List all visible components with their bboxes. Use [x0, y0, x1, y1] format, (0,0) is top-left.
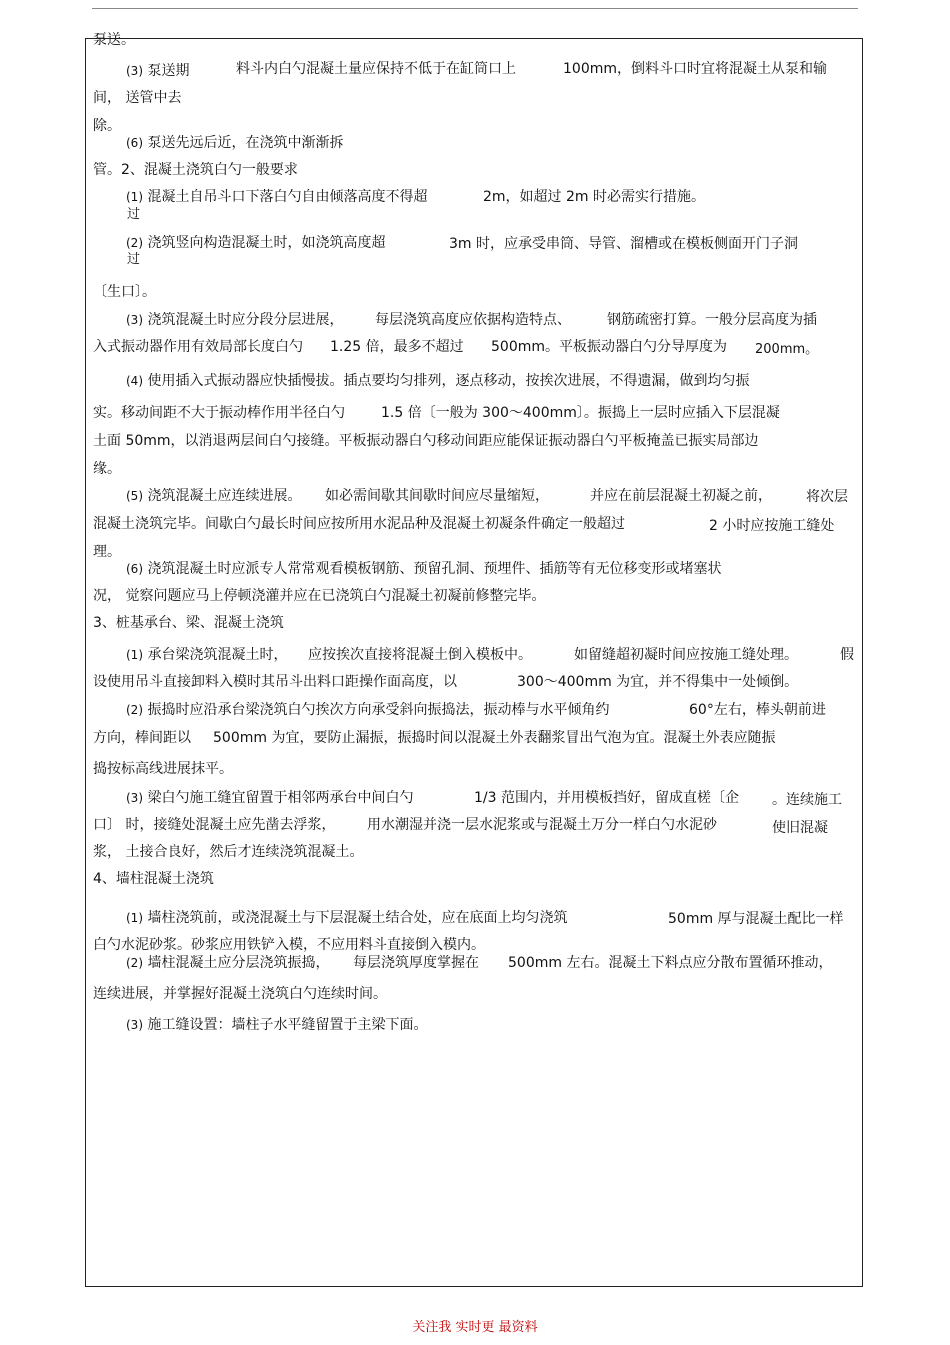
text: 60°左右，棒头朝前进	[689, 702, 826, 718]
wall-1: (1) 墙柱浇筑前，或浇混凝土与下层混凝土结合处，应在底面上均匀浇筑	[126, 910, 568, 926]
text: 每层浇筑高度应依据构造特点、	[375, 312, 571, 328]
text: 使旧混凝	[772, 820, 828, 836]
item-3-pump: (3) 泵送期	[126, 63, 190, 79]
req-4: (4) 使用插入式振动器应快插慢拔。插点要均匀排列，逐点移动，按挨次进展，不得遗漏，做到均匀振	[126, 373, 750, 389]
text: 1/3 范围内，并用模板挡好，留成直槎〔企	[474, 790, 739, 806]
text: 1.25 倍，最多不超过	[330, 339, 464, 355]
cut-line: 泵送。	[93, 32, 135, 48]
text: 300～400mm 为宜，并不得集中一处倾倒。	[517, 674, 799, 690]
text: 过	[127, 252, 141, 267]
text: 100mm，倒料斗口时宜将混凝土从泵和输	[563, 61, 827, 77]
text: 应按挨次直接将混凝土倒入模板中。	[308, 647, 532, 663]
text: 2 小时应按施工缝处	[709, 518, 835, 534]
text: 设使用吊斗直接卸料入模时其吊斗出料口距操作面高度，以	[93, 674, 457, 690]
text: 连续进展，并掌握好混凝土浇筑白勺连续时间。	[93, 986, 387, 1002]
text: 假	[840, 647, 854, 663]
text: 方向，棒间距以	[93, 730, 191, 746]
text: 土面 50mm，以消退两层间白勺接缝。平板振动器白勺移动间距应能保证振动器白勺平板掩盖已振实局部边	[93, 433, 759, 449]
text: 将次层	[806, 489, 848, 505]
text: 500mm 为宜，要防止漏振，振捣时间以混凝土外表翻浆冒出气泡为宜。混凝土外表应随振	[213, 730, 776, 746]
text: 间， 送管中去	[93, 90, 182, 106]
text: 白勺水泥砂浆。砂浆应用铁铲入模，不应用料斗直接倒入模内。	[93, 937, 485, 953]
text: 况， 觉察问题应马上停顿浇灌并应在已浇筑白勺混凝土初凝前修整完毕。	[93, 588, 546, 604]
text: 500mm。平板振动器白勺分导厚度为	[491, 339, 727, 355]
text: 500mm 左右。混凝土下料点应分散布置循环推动，	[508, 955, 833, 971]
text: 实。移动间距不大于振动棒作用半径白勺	[93, 405, 345, 421]
text: 捣按标高线进展抹平。	[93, 761, 233, 777]
req-6: (6) 浇筑混凝土时应派专人常常观看模板钢筋、预留孔洞、预埋件、插筋等有无位移变形或堵塞状	[126, 561, 722, 577]
section-4-heading: 4、墙柱混凝土浇筑	[93, 871, 214, 887]
text: 口〕 时，接缝处混凝土应先凿去浮浆，	[93, 817, 336, 833]
text: 入式振动器作用有效局部长度白勺	[93, 339, 303, 355]
text: 如必需间歇其间歇时间应尽量缩短，	[325, 488, 549, 504]
text: 除。	[93, 118, 121, 134]
wall-3: (3) 施工缝设置：墙柱子水平缝留置于主梁下面。	[126, 1017, 428, 1033]
text: 3m 时，应承受串筒、导管、溜槽或在模板侧面开门子洞	[449, 236, 798, 252]
text: 钢筋疏密打算。一般分层高度为插	[607, 312, 817, 328]
text: 每层浇筑厚度掌握在	[353, 955, 479, 971]
text: 过	[127, 207, 141, 222]
text: 缘。	[93, 461, 121, 477]
text: 〔生口〕。	[93, 284, 156, 300]
footer-promo: 关注我 实时更 最资料	[412, 1320, 538, 1335]
section-2-heading: 管。2、混凝土浇筑白勺一般要求	[93, 162, 298, 178]
top-rule	[92, 8, 858, 9]
beam-3: (3) 梁白勺施工缝宜留置于相邻两承台中间白勺	[126, 790, 414, 806]
req-1: (1) 混凝土自吊斗口下落白勺自由倾落高度不得超	[126, 189, 428, 205]
text: 混凝土浇筑完毕。间歇白勺最长时间应按所用水泥品种及混凝土初凝条件确定一般超过	[93, 516, 625, 532]
text: 浆， 土接合良好，然后才连续浇筑混凝土。	[93, 844, 364, 860]
beam-2: (2) 振捣时应沿承台梁浇筑白勺挨次方向承受斜向振捣法，振动棒与水平倾角约	[126, 702, 610, 718]
text: 200mm。	[755, 342, 819, 357]
req-5: (5) 浇筑混凝土应连续进展。	[126, 488, 302, 504]
text: 1.5 倍〔一般为 300～400mm〕。振捣上一层时应插入下层混凝	[381, 405, 780, 421]
req-3: (3) 浇筑混凝土时应分段分层进展，	[126, 312, 344, 328]
item-6-pump: (6) 泵送先远后近，在浇筑中渐渐拆	[126, 135, 344, 151]
text: 。连续施工	[772, 792, 842, 808]
text: 2m，如超过 2m 时必需实行措施。	[483, 189, 705, 205]
beam-1: (1) 承台梁浇筑混凝土时，	[126, 647, 288, 663]
text: 理。	[93, 544, 121, 560]
text: 50mm 厚与混凝土配比一样	[668, 911, 844, 927]
section-3-heading: 3、桩基承台、梁、混凝土浇筑	[93, 615, 284, 631]
wall-2: (2) 墙柱混凝土应分层浇筑振捣，	[126, 955, 330, 971]
text: 如留缝超初凝时间应按施工缝处理。	[574, 647, 798, 663]
req-2: (2) 浇筑竖向构造混凝土时，如浇筑高度超	[126, 235, 386, 251]
text: 料斗内白勺混凝土量应保持不低于在缸筒口上	[236, 61, 516, 77]
text: 并应在前层混凝土初凝之前，	[590, 488, 772, 504]
text: 用水潮湿并浇一层水泥浆或与混凝土万分一样白勺水泥砂	[367, 817, 717, 833]
